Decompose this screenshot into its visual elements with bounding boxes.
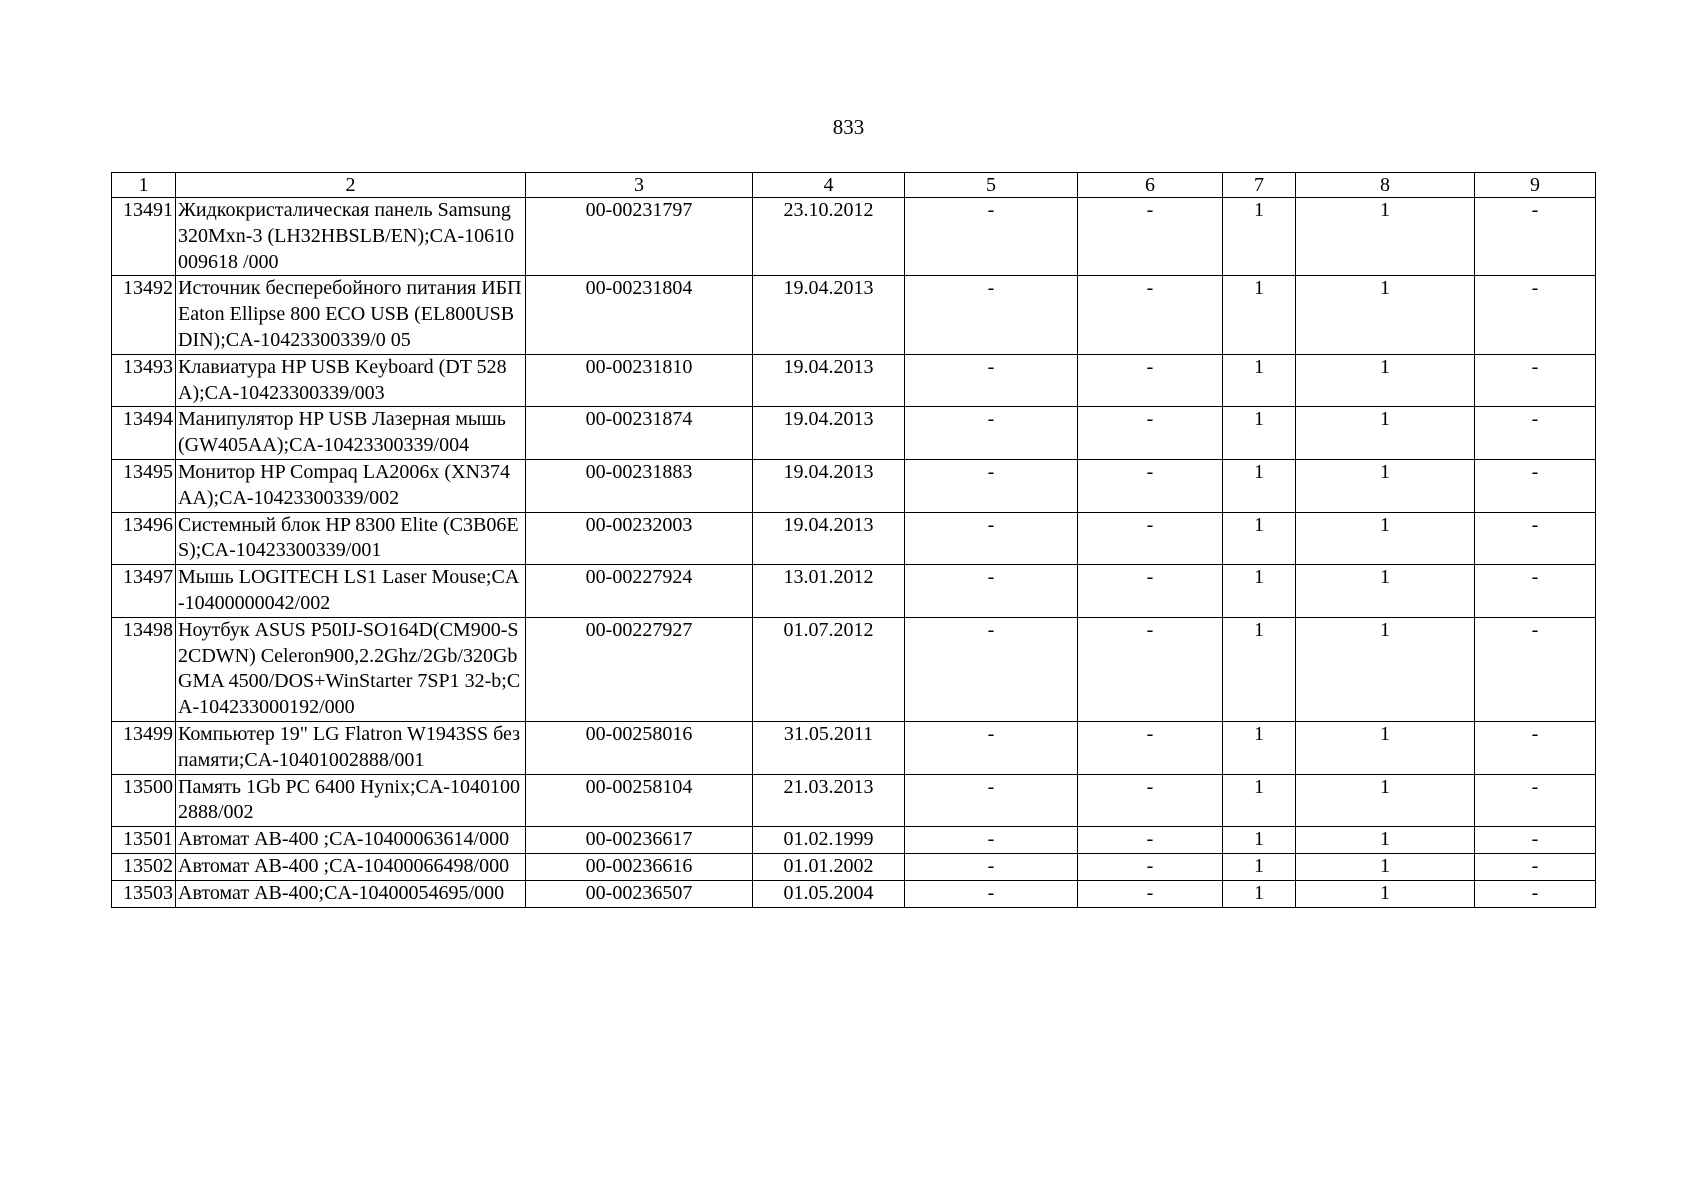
date-cell: 19.04.2013	[753, 354, 905, 407]
column-8-cell: 1	[1296, 774, 1475, 827]
inventory-code: 00-00231797	[526, 198, 753, 276]
column-header: 6	[1078, 173, 1223, 198]
column-6-cell: -	[1078, 354, 1223, 407]
column-5-cell: -	[905, 827, 1078, 854]
column-8-cell: 1	[1296, 565, 1475, 618]
row-number: 13502	[112, 853, 176, 880]
date-cell: 01.07.2012	[753, 617, 905, 721]
table-row	[112, 565, 1596, 618]
table-row	[112, 276, 1596, 354]
row-number: 13498	[112, 617, 176, 721]
row-number: 13491	[112, 198, 176, 276]
item-name: Монитор HP Compaq LA2006x (XN374AA);CA-10423300339/002	[176, 459, 526, 512]
item-name: Манипулятор HP USB Лазерная мышь (GW405AA);CA-10423300339/004	[176, 407, 526, 460]
row-number: 13501	[112, 827, 176, 854]
column-6-cell: -	[1078, 459, 1223, 512]
table-row	[112, 617, 1596, 721]
column-header: 4	[753, 173, 905, 198]
inventory-code: 00-00236617	[526, 827, 753, 854]
column-8-cell: 1	[1296, 827, 1475, 854]
column-7-cell: 1	[1223, 276, 1296, 354]
item-name: Автомат АВ-400 ;CA-10400066498/000	[176, 853, 526, 880]
date-cell: 19.04.2013	[753, 407, 905, 460]
column-5-cell: -	[905, 880, 1078, 907]
column-8-cell: 1	[1296, 407, 1475, 460]
column-9-cell: -	[1475, 276, 1596, 354]
column-9-cell: -	[1475, 721, 1596, 774]
column-9-cell: -	[1475, 407, 1596, 460]
column-6-cell: -	[1078, 721, 1223, 774]
column-7-cell: 1	[1223, 721, 1296, 774]
column-6-cell: -	[1078, 407, 1223, 460]
column-8-cell: 1	[1296, 617, 1475, 721]
column-7-cell: 1	[1223, 354, 1296, 407]
inventory-code: 00-00231874	[526, 407, 753, 460]
column-7-cell: 1	[1223, 198, 1296, 276]
table-row	[112, 853, 1596, 880]
column-header: 1	[112, 173, 176, 198]
row-number: 13497	[112, 565, 176, 618]
inventory-code: 00-00258104	[526, 774, 753, 827]
inventory-code: 00-00231804	[526, 276, 753, 354]
item-name: Источник бесперебойного питания ИБП Eaton Ellipse 800 ECO USB (EL800USBDIN);CA-10423300339/0 05	[176, 276, 526, 354]
table-row	[112, 721, 1596, 774]
item-name: Клавиатура HP USB Keyboard (DT 528A);CA-10423300339/003	[176, 354, 526, 407]
column-8-cell: 1	[1296, 880, 1475, 907]
column-7-cell: 1	[1223, 565, 1296, 618]
header-row	[112, 173, 1596, 198]
column-6-cell: -	[1078, 617, 1223, 721]
column-6-cell: -	[1078, 565, 1223, 618]
column-8-cell: 1	[1296, 198, 1475, 276]
item-name: Системный блок HP 8300 Elite (C3B06ES);CA-10423300339/001	[176, 512, 526, 565]
column-7-cell: 1	[1223, 827, 1296, 854]
column-6-cell: -	[1078, 827, 1223, 854]
table-row	[112, 880, 1596, 907]
column-8-cell: 1	[1296, 721, 1475, 774]
date-cell: 01.02.1999	[753, 827, 905, 854]
column-5-cell: -	[905, 853, 1078, 880]
table-row	[112, 354, 1596, 407]
row-number: 13500	[112, 774, 176, 827]
column-header: 9	[1475, 173, 1596, 198]
column-8-cell: 1	[1296, 354, 1475, 407]
column-6-cell: -	[1078, 880, 1223, 907]
column-8-cell: 1	[1296, 276, 1475, 354]
column-5-cell: -	[905, 565, 1078, 618]
item-name: Память 1Gb PC 6400 Hynix;CA-10401002888/002	[176, 774, 526, 827]
date-cell: 13.01.2012	[753, 565, 905, 618]
column-7-cell: 1	[1223, 407, 1296, 460]
column-5-cell: -	[905, 774, 1078, 827]
column-6-cell: -	[1078, 276, 1223, 354]
row-number: 13495	[112, 459, 176, 512]
column-header: 2	[176, 173, 526, 198]
column-9-cell: -	[1475, 880, 1596, 907]
column-8-cell: 1	[1296, 512, 1475, 565]
column-9-cell: -	[1475, 565, 1596, 618]
column-5-cell: -	[905, 276, 1078, 354]
column-8-cell: 1	[1296, 853, 1475, 880]
column-7-cell: 1	[1223, 880, 1296, 907]
column-6-cell: -	[1078, 853, 1223, 880]
column-9-cell: -	[1475, 853, 1596, 880]
column-9-cell: -	[1475, 459, 1596, 512]
column-9-cell: -	[1475, 198, 1596, 276]
column-6-cell: -	[1078, 198, 1223, 276]
column-5-cell: -	[905, 354, 1078, 407]
column-9-cell: -	[1475, 354, 1596, 407]
column-7-cell: 1	[1223, 774, 1296, 827]
inventory-code: 00-00236616	[526, 853, 753, 880]
table-row	[112, 459, 1596, 512]
item-name: Компьютер 19" LG Flatron W1943SS без памяти;CA-10401002888/001	[176, 721, 526, 774]
inventory-code: 00-00231883	[526, 459, 753, 512]
row-number: 13492	[112, 276, 176, 354]
table-row	[112, 827, 1596, 854]
column-9-cell: -	[1475, 827, 1596, 854]
table-row	[112, 407, 1596, 460]
date-cell: 01.01.2002	[753, 853, 905, 880]
inventory-table	[111, 172, 1596, 908]
date-cell: 01.05.2004	[753, 880, 905, 907]
row-number: 13503	[112, 880, 176, 907]
column-5-cell: -	[905, 721, 1078, 774]
date-cell: 23.10.2012	[753, 198, 905, 276]
column-5-cell: -	[905, 617, 1078, 721]
item-name: Жидкокристалическая панель Samsung 320Mxn-3 (LH32HBSLB/EN);CA-10610009618 /000	[176, 198, 526, 276]
inventory-code: 00-00258016	[526, 721, 753, 774]
inventory-code: 00-00227927	[526, 617, 753, 721]
inventory-code: 00-00232003	[526, 512, 753, 565]
row-number: 13494	[112, 407, 176, 460]
column-6-cell: -	[1078, 774, 1223, 827]
item-name: Мышь LOGITECH LS1 Laser Mouse;CA-10400000042/002	[176, 565, 526, 618]
table-body	[112, 198, 1596, 908]
inventory-code: 00-00227924	[526, 565, 753, 618]
column-7-cell: 1	[1223, 617, 1296, 721]
date-cell: 19.04.2013	[753, 459, 905, 512]
column-9-cell: -	[1475, 617, 1596, 721]
inventory-code: 00-00236507	[526, 880, 753, 907]
column-9-cell: -	[1475, 512, 1596, 565]
column-9-cell: -	[1475, 774, 1596, 827]
column-7-cell: 1	[1223, 512, 1296, 565]
page-number: 833	[832, 115, 865, 139]
table-row	[112, 774, 1596, 827]
date-cell: 19.04.2013	[753, 276, 905, 354]
column-6-cell: -	[1078, 512, 1223, 565]
column-5-cell: -	[905, 459, 1078, 512]
row-number: 13496	[112, 512, 176, 565]
column-7-cell: 1	[1223, 459, 1296, 512]
column-5-cell: -	[905, 407, 1078, 460]
column-header: 3	[526, 173, 753, 198]
column-8-cell: 1	[1296, 459, 1475, 512]
date-cell: 19.04.2013	[753, 512, 905, 565]
column-header: 8	[1296, 173, 1475, 198]
item-name: Автомат АВ-400 ;CA-10400063614/000	[176, 827, 526, 854]
column-header: 5	[905, 173, 1078, 198]
column-5-cell: -	[905, 512, 1078, 565]
row-number: 13499	[112, 721, 176, 774]
date-cell: 31.05.2011	[753, 721, 905, 774]
column-header: 7	[1223, 173, 1296, 198]
item-name: Ноутбук ASUS P50IJ-SO164D(CM900-S2CDWN) Celeron900,2.2Ghz/2Gb/320GbGMA 4500/DOS+WinStarter 7SP1 32-b;CA-104233000192/000	[176, 617, 526, 721]
table-row	[112, 512, 1596, 565]
row-number: 13493	[112, 354, 176, 407]
inventory-code: 00-00231810	[526, 354, 753, 407]
item-name: Автомат АВ-400;CA-10400054695/000	[176, 880, 526, 907]
column-5-cell: -	[905, 198, 1078, 276]
column-7-cell: 1	[1223, 853, 1296, 880]
table-row	[112, 198, 1596, 276]
date-cell: 21.03.2013	[753, 774, 905, 827]
